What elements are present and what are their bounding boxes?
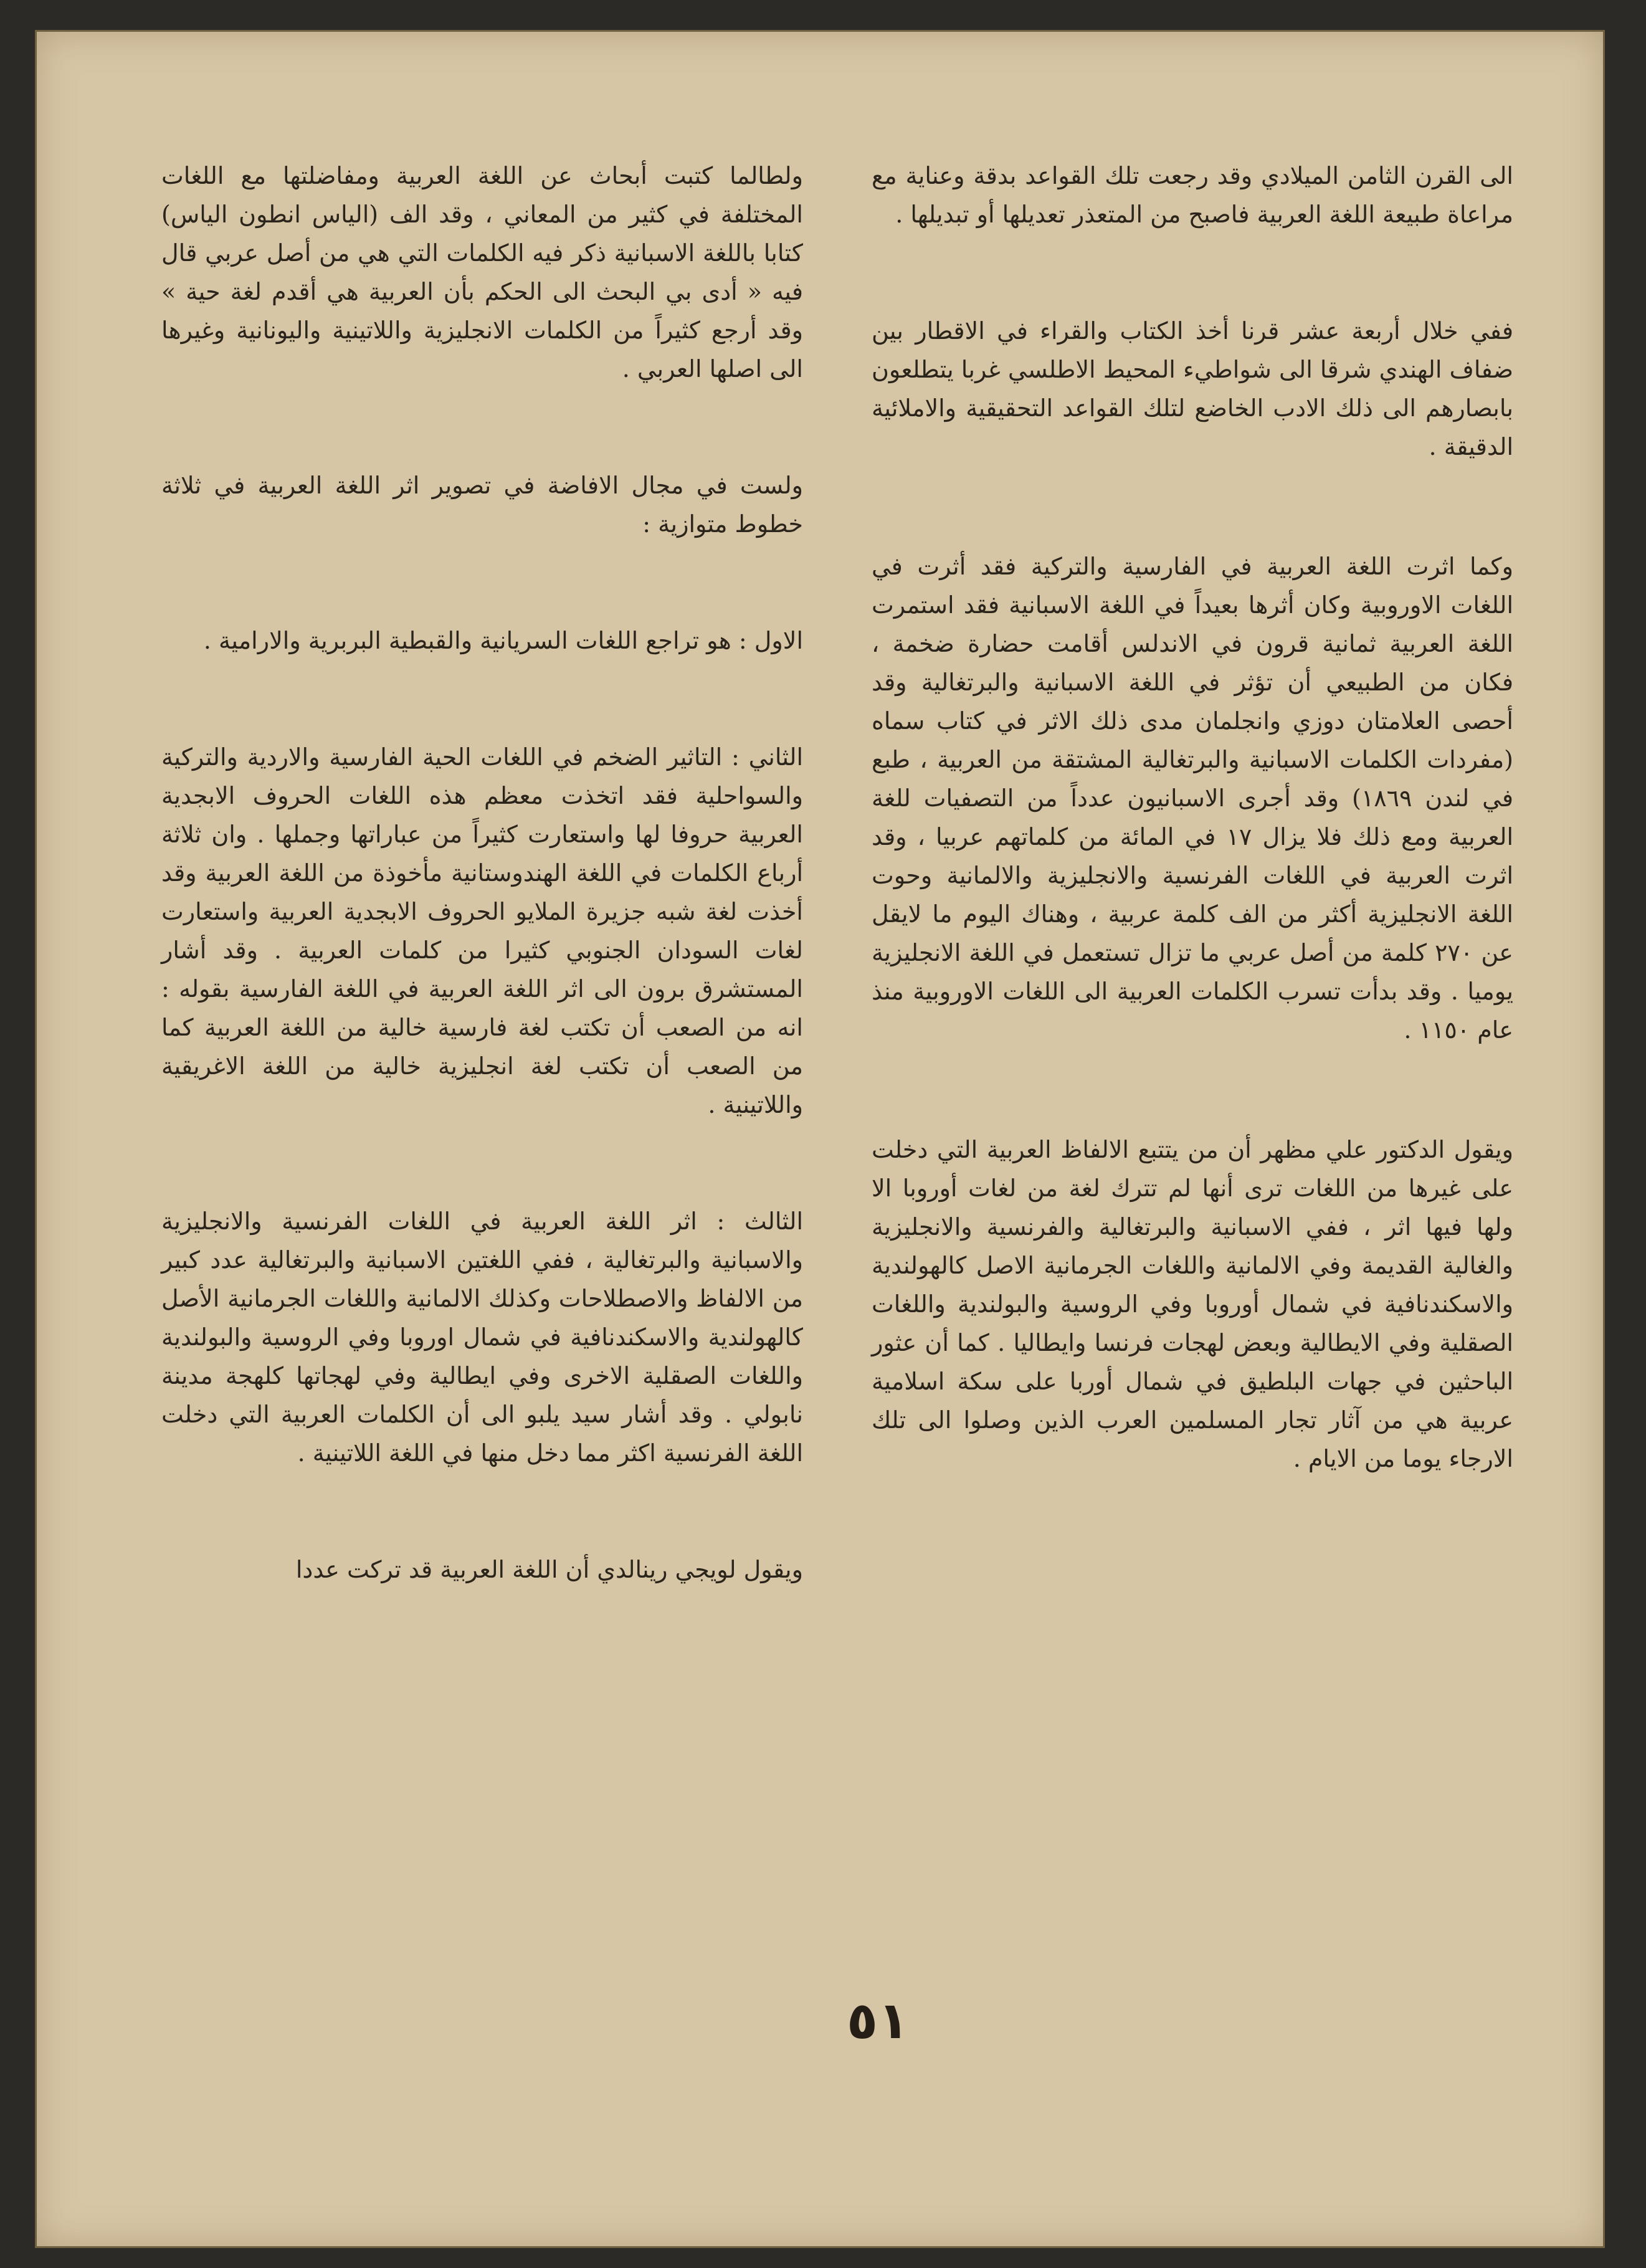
- paragraph: وكما اثرت اللغة العربية في الفارسية والتركية فقد أثرت في اللغات الاوروبية وكان أثرها بعيداً في اللغة الاسبانية فقد استمرت اللغة العربية ثمانية قرون في الاندلس أقامت حضارة ضخمة ، فكان من الطبيعي أن تؤثر في اللغة الاسبانية والبرتغالية وقد أحصى العلامتان دوزي وانجلمان مدى ذلك الاثر في كتاب سماه (مفردات الكلمات الاسبانية والبرتغالية المشتقة من العربية ، طبع في لندن ١٨٦٩) وقد أجرى الاسبانيون عدداً من التصفيات للغة العربية ومع ذلك فلا يزال ١٧ في المائة من كلماتهم عربيا ، وقد اثرت العربية في اللغات الفرنسية والانجليزية والالمانية وحوت اللغة الانجليزية أكثر من الف كلمة عربية ، وهناك اليوم ما لايقل عن ٢٧٠ كلمة من أصل عربي ما تزال تستعمل في اللغة الانجليزية يوميا . وقد بدأت تسرب الكلمات العربية الى اللغات الاوروبية منذ عام ١١٥٠ .: [872, 553, 1514, 1044]
- left-text-column: [161, 156, 803, 1589]
- paragraph: ويقول الدكتور علي مظهر أن من يتتبع الالفاظ العربية التي دخلت على غيرها من اللغات ترى أنها لم تترك لغة من لغات أوروبا الا ولها فيها اثر ، ففي الاسبانية والبرتغالية والفرنسية والانجليزية والغالية القديمة وفي الالمانية واللغات الجرمانية الاصل كالهولندية والاسكندنافية في شمال أوروبا وفي الروسية والبولندية واللغات الصقلية وفي الايطالية وبعض لهجات فرنسا وايطاليا . كما أن عثور الباحثين في جهات البلطيق في شمال أوربا على سكة اسلامية عربية هي من آثار تجار المسلمين العرب الذين وصلوا الى تلك الارجاء يوما من الايام .: [872, 1136, 1513, 1472]
- paragraph: الاول : هو تراجع اللغات السريانية والقبطية البربرية والارامية .: [203, 627, 803, 654]
- right-text-column: [872, 156, 1513, 1478]
- paragraph: ويقول لويجي رينالدي أن اللغة العربية قد تركت عددا: [295, 1556, 803, 1583]
- paragraph: ولطالما كتبت أبحاث عن اللغة العربية ومفاضلتها مع اللغات المختلفة في كثير من المعاني ، وقد الف (الياس انطون الياس) كتابا باللغة الاسبانية ذكر فيه الكلمات التي هي من أصل عربي قال فيه « أدى بي البحث الى الحكم بأن العربية هي أقدم لغة حية » وقد أرجع كثيراً من الكلمات الانجليزية واللاتينية واليونانية وغيرها الى اصلها العربي .: [161, 162, 803, 383]
- paragraph: ففي خلال أربعة عشر قرنا أخذ الكتاب والقراء في الاقطار بين ضفاف الهندي شرقا الى شواطيء المحيط الاطلسي غربا يتطلعون بابصارهم الى ذلك الادب الخاضع لتلك القواعد التحقيقية والاملائية الدقيقة .: [872, 317, 1513, 460]
- document-page: [35, 30, 1605, 2248]
- paragraph: ولست في مجال الافاضة في تصوير اثر اللغة العربية في ثلاثة خطوط متوازية :: [161, 472, 803, 538]
- paragraph: الثالث : اثر اللغة العربية في اللغات الفرنسية والانجليزية والاسبانية والبرتغالية ، ففي اللغتين الاسبانية والبرتغالية عدد كبير من الالفاظ والاصطلاحات وكذلك الالمانية واللغات الجرمانية الأصل كالهولندية والاسكندنافية في شمال اوروبا وفي الروسية والبولندية واللغات الصقلية الاخرى وفي ايطالية وفي لهجاتها كلهجة مدينة نابولي . وقد أشار سيد يلبو الى أن الكلمات العربية التي دخلت اللغة الفرنسية اكثر مما دخل منها في اللغة اللاتينية .: [161, 1208, 803, 1467]
- paragraph: الى القرن الثامن الميلادي وقد رجعت تلك القواعد بدقة وعناية مع مراعاة طبيعة اللغة العربية فاصبح من المتعذر تعديلها أو تبديلها .: [872, 162, 1513, 228]
- paragraph: الثاني : التاثير الضخم في اللغات الحية الفارسية والاردية والتركية والسواحلية فقد اتخذت معظم هذه اللغات الحروف الابجدية العربية حروفا لها واستعارت كثيراً من عباراتها وجملها . وان ثلاثة أرباع الكلمات في اللغة الهندوستانية مأخوذة من اللغة العربية وقد أخذت لغة شبه جزيرة الملايو الحروف الابجدية العربية واستعارت لغات السودان الجنوبي كثيرا من كلمات العربية . وقد أشار المستشرق برون الى اثر اللغة العربية في اللغة الفارسية بقوله : انه من الصعب أن تكتب لغة فارسية خالية من اللغة العربية كما من الصعب أن تكتب لغة انجليزية خالية من اللغة الاغريقية واللاتينية .: [161, 743, 803, 1118]
- page-number: ٥١: [846, 1991, 910, 2051]
